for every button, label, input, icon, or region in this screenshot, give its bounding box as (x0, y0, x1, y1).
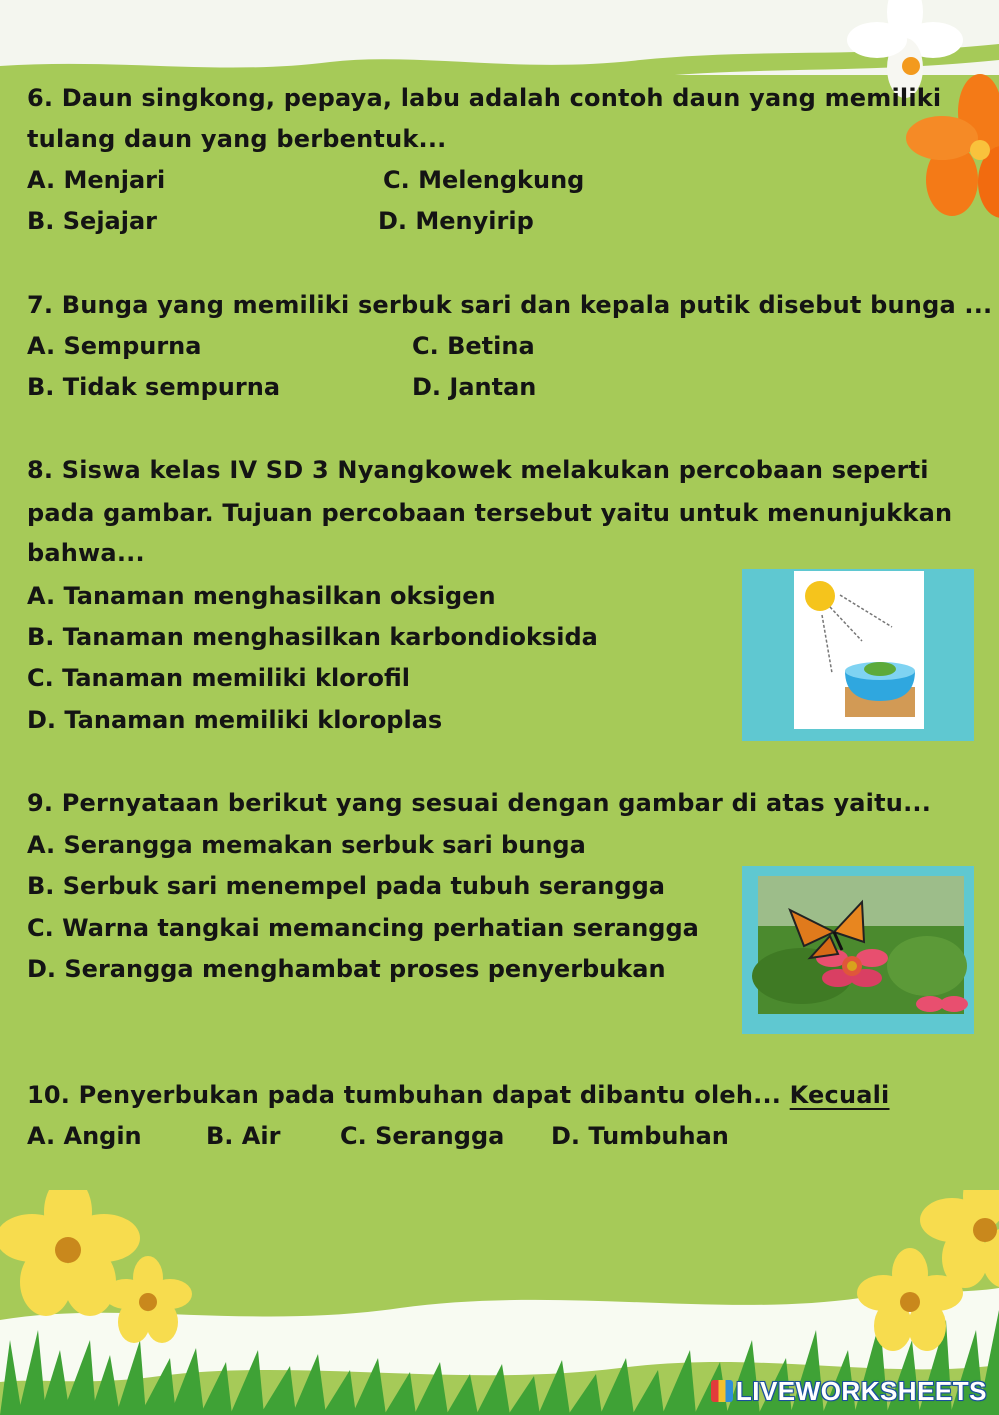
q9-option-c[interactable]: C. Warna tangkai memancing perhatian serangga (27, 914, 699, 942)
q6-option-d[interactable]: D. Menyirip (378, 207, 534, 235)
experiment-picture (742, 569, 974, 741)
q10-text: 10. Penyerbukan pada tumbuhan dapat dibantu oleh... (27, 1081, 782, 1109)
q9-option-b[interactable]: B. Serbuk sari menempel pada tubuh serangga (27, 872, 665, 900)
q9-option-a[interactable]: A. Serangga memakan serbuk sari bunga (27, 831, 586, 859)
q8-text-line2: pada gambar. Tujuan percobaan tersebut yaitu untuk menunjukkan (27, 499, 953, 527)
q7-text-line1: 7. Bunga yang memiliki serbuk sari dan kepala putik disebut bunga ... (27, 291, 993, 319)
liveworksheets-logo (711, 1376, 987, 1407)
q10-emphasis: Kecuali (789, 1081, 890, 1109)
q7-option-d[interactable]: D. Jantan (412, 373, 537, 401)
q9-option-d[interactable]: D. Serangga menghambat proses penyerbukan (27, 955, 666, 983)
liveworksheets-logo-icon (711, 1380, 733, 1402)
q10-option-c[interactable]: C. Serangga (340, 1122, 505, 1150)
q7-option-b[interactable]: B. Tidak sempurna (27, 373, 281, 401)
q6-option-c[interactable]: C. Melengkung (383, 166, 585, 194)
q7-option-c[interactable]: C. Betina (412, 332, 535, 360)
q6-text-line2: tulang daun yang berbentuk... (27, 125, 447, 153)
q8-option-d[interactable]: D. Tanaman memiliki kloroplas (27, 706, 443, 734)
q10-option-b[interactable]: B. Air (206, 1122, 281, 1150)
q9-text-line1: 9. Pernyataan berikut yang sesuai dengan gambar di atas yaitu... (27, 789, 932, 817)
q10-option-a[interactable]: A. Angin (27, 1122, 142, 1150)
q8-text-line1: 8. Siswa kelas IV SD 3 Nyangkowek melakukan percobaan seperti (27, 456, 929, 484)
watermark-text: LIVEWORKSHEETS (735, 1376, 987, 1406)
q10-text-line1 (27, 1075, 890, 1116)
q8-option-a[interactable]: A. Tanaman menghasilkan oksigen (27, 582, 496, 610)
butterfly-picture (742, 866, 974, 1034)
q6-option-a[interactable]: A. Menjari (27, 166, 166, 194)
q8-text-line3: bahwa... (27, 539, 145, 567)
q10-option-d[interactable]: D. Tumbuhan (551, 1122, 729, 1150)
q8-option-c[interactable]: C. Tanaman memiliki klorofil (27, 664, 411, 692)
q6-text-line1: 6. Daun singkong, pepaya, labu adalah contoh daun yang memiliki (27, 84, 942, 112)
q6-option-b[interactable]: B. Sejajar (27, 207, 158, 235)
q7-option-a[interactable]: A. Sempurna (27, 332, 202, 360)
q8-option-b[interactable]: B. Tanaman menghasilkan karbondioksida (27, 623, 598, 651)
